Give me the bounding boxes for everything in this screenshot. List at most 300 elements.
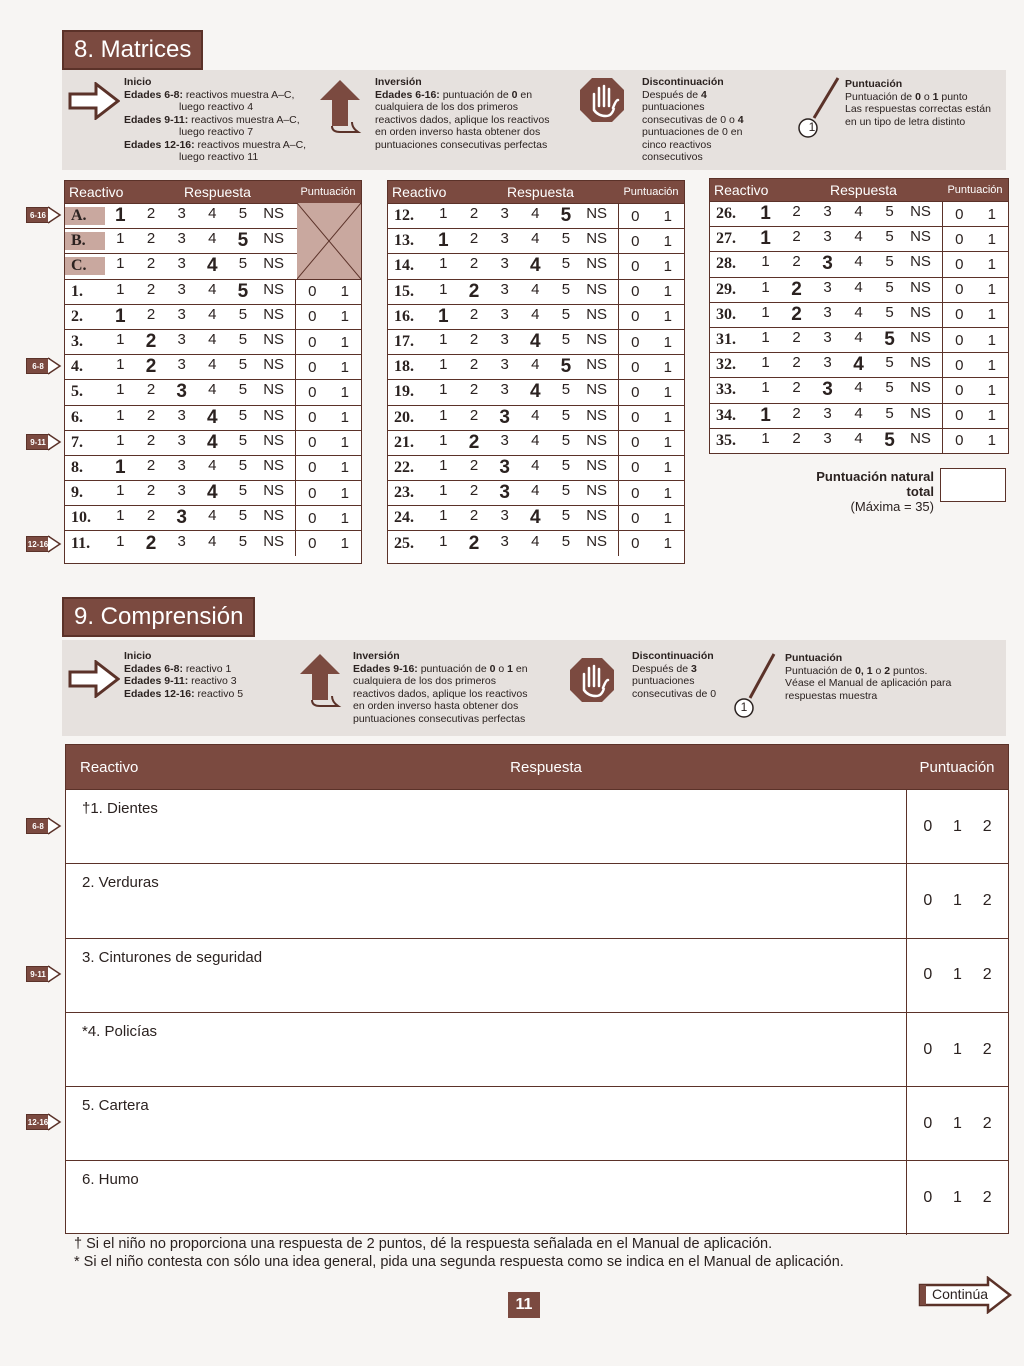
response-option[interactable]: 4 [854,379,863,397]
response-option[interactable]: NS [586,331,608,349]
response-option[interactable]: 5 [561,331,571,349]
response-option[interactable]: 4 [531,305,540,323]
response-option[interactable]: 2 [146,482,156,500]
response-option[interactable]: 3 [500,205,509,223]
correct-option[interactable]: 5 [884,429,895,451]
correct-option[interactable]: 2 [791,278,802,300]
response-option[interactable]: 2 [792,228,801,246]
score-option[interactable]: 2 [982,891,992,909]
response-option[interactable]: 3 [823,354,832,372]
response-option[interactable]: 3 [177,456,186,474]
score-option[interactable]: 1 [663,484,672,502]
comprension-item[interactable]: 3. Cinturones de seguridad [82,948,263,966]
response-option[interactable]: 2 [146,431,156,449]
response-option[interactable]: NS [263,532,285,550]
response-option[interactable]: NS [586,255,608,273]
comprension-item[interactable]: †1. Dientes [82,800,158,817]
response-option[interactable]: NS [910,429,931,447]
response-option[interactable]: NS [263,381,285,399]
response-option[interactable]: 1 [761,354,770,372]
score-cell[interactable] [295,406,361,430]
correct-option[interactable]: 3 [176,507,187,529]
response-option[interactable]: NS [586,532,608,550]
score-cell[interactable] [942,303,1008,327]
correct-option[interactable]: 3 [822,253,833,275]
response-option[interactable]: 1 [439,381,448,399]
score-option[interactable]: 0 [308,459,317,477]
correct-option[interactable]: 2 [468,431,480,453]
score-cell[interactable] [618,456,684,480]
response-option[interactable]: 1 [761,303,770,321]
response-option[interactable]: 4 [208,305,217,323]
response-option[interactable]: NS [586,507,608,525]
response-option[interactable]: 2 [146,205,156,223]
response-option[interactable]: 2 [469,406,479,424]
score-cell[interactable] [942,278,1008,302]
score-option[interactable]: 1 [953,817,962,835]
response-option[interactable]: 5 [885,203,894,221]
response-option[interactable]: 2 [146,406,156,424]
score-cell[interactable] [618,305,684,329]
response-option[interactable]: 3 [177,331,186,349]
score-option[interactable]: 0 [923,966,933,984]
response-option[interactable]: 5 [561,431,571,449]
continue-button[interactable] [918,1276,1012,1314]
response-option[interactable]: 1 [439,205,448,223]
response-option[interactable]: 2 [146,456,156,474]
correct-option[interactable]: 1 [760,228,771,250]
response-option[interactable]: 3 [823,429,832,447]
response-option[interactable]: 4 [208,381,217,399]
score-cell[interactable] [295,355,361,379]
correct-option[interactable]: 1 [438,305,449,327]
response-option[interactable]: 5 [238,456,248,474]
response-option[interactable]: 3 [177,255,186,273]
score-option[interactable]: 1 [663,459,672,477]
response-option[interactable]: 2 [469,482,479,500]
response-option[interactable]: NS [910,253,931,271]
response-option[interactable]: 1 [439,356,448,374]
response-option[interactable]: NS [263,406,285,424]
response-option[interactable]: NS [586,456,608,474]
score-option[interactable]: 0 [631,459,640,477]
correct-option[interactable]: 5 [237,280,249,302]
score-option[interactable]: 0 [308,484,317,502]
score-cell[interactable] [618,406,684,430]
score-option[interactable]: 0 [631,509,640,527]
response-option[interactable]: 1 [439,406,448,424]
response-option[interactable]: 1 [761,379,770,397]
score-option[interactable]: 0 [923,891,933,909]
response-option[interactable]: 2 [792,354,801,372]
correct-option[interactable]: 5 [560,205,572,227]
response-option[interactable]: 3 [823,203,832,221]
response-option[interactable]: 1 [439,456,448,474]
correct-option[interactable]: 3 [499,456,510,478]
score-cell[interactable] [618,531,684,555]
response-option[interactable]: NS [586,406,608,424]
correct-option[interactable]: 1 [760,404,771,426]
score-option[interactable]: 0 [631,308,640,326]
score-option[interactable]: 0 [955,331,964,349]
response-option[interactable]: 2 [146,280,156,298]
response-option[interactable]: 4 [531,532,540,550]
response-option[interactable]: 1 [116,482,125,500]
response-option[interactable]: 4 [531,456,540,474]
response-option[interactable]: 5 [238,507,248,525]
score-cell[interactable] [906,864,1008,937]
score-cell[interactable] [295,380,361,404]
score-option[interactable]: 0 [955,356,964,374]
correct-option[interactable]: 3 [499,406,510,428]
score-option[interactable]: 1 [340,308,349,326]
correct-option[interactable]: 1 [760,203,771,225]
response-option[interactable]: 4 [208,507,217,525]
score-cell[interactable] [618,506,684,530]
response-option[interactable]: 2 [792,253,801,271]
response-option[interactable]: 3 [500,331,509,349]
score-option[interactable]: 0 [631,409,640,427]
score-option[interactable]: 0 [308,434,317,452]
score-cell[interactable] [942,404,1008,428]
response-option[interactable]: 3 [823,404,832,422]
response-option[interactable]: 4 [208,532,217,550]
response-option[interactable]: 4 [854,253,863,271]
correct-option[interactable]: 4 [207,406,218,428]
correct-option[interactable]: 2 [145,532,157,554]
score-cell[interactable] [906,1013,1008,1086]
score-option[interactable]: 1 [663,257,672,275]
response-option[interactable]: 3 [500,532,509,550]
response-option[interactable]: 4 [854,203,863,221]
response-option[interactable]: 1 [116,507,125,525]
response-option[interactable]: 3 [177,356,186,374]
total-score-box[interactable] [940,468,1006,502]
score-cell[interactable] [942,378,1008,402]
response-option[interactable]: 3 [177,532,186,550]
score-option[interactable]: 0 [955,230,964,248]
score-cell[interactable] [618,380,684,404]
correct-option[interactable]: 2 [791,303,802,325]
correct-option[interactable]: 5 [560,356,572,378]
response-option[interactable]: 5 [885,404,894,422]
response-option[interactable]: NS [263,305,285,323]
score-option[interactable]: 1 [663,434,672,452]
response-option[interactable]: 4 [531,482,540,500]
response-option[interactable]: 2 [792,404,801,422]
response-option[interactable]: 5 [885,228,894,246]
score-option[interactable]: 0 [955,205,964,223]
response-option[interactable]: 4 [854,329,863,347]
response-option[interactable]: 4 [854,404,863,422]
response-option[interactable]: NS [263,482,285,500]
response-option[interactable]: 4 [531,356,540,374]
response-option[interactable]: 4 [854,228,863,246]
correct-option[interactable]: 4 [530,381,541,403]
score-option[interactable]: 1 [340,283,349,301]
response-option[interactable]: 4 [208,205,217,223]
score-option[interactable]: 1 [663,509,672,527]
response-option[interactable]: 3 [500,255,509,273]
response-option[interactable]: 3 [500,356,509,374]
score-option[interactable]: 1 [340,459,349,477]
response-option[interactable]: 2 [469,305,479,323]
response-option[interactable]: 2 [792,429,801,447]
correct-option[interactable]: 2 [468,280,480,302]
correct-option[interactable]: 2 [468,532,480,554]
response-option[interactable]: 3 [177,205,186,223]
response-option[interactable]: 5 [238,331,248,349]
response-option[interactable]: 3 [177,406,186,424]
response-option[interactable]: NS [910,379,931,397]
response-option[interactable]: 5 [561,532,571,550]
correct-option[interactable]: 4 [853,354,864,376]
score-option[interactable]: 1 [987,381,996,399]
response-option[interactable]: 5 [885,354,894,372]
score-option[interactable]: 0 [631,484,640,502]
score-cell[interactable] [618,229,684,253]
response-option[interactable]: 3 [500,230,509,248]
response-option[interactable]: 1 [439,532,448,550]
score-option[interactable]: 1 [663,308,672,326]
score-option[interactable]: 0 [955,432,964,450]
score-cell[interactable] [906,1087,1008,1160]
response-option[interactable]: 4 [208,456,217,474]
score-option[interactable]: 1 [987,205,996,223]
response-option[interactable]: 1 [761,429,770,447]
score-option[interactable]: 0 [955,281,964,299]
score-option[interactable]: 1 [663,232,672,250]
response-option[interactable]: NS [263,456,285,474]
response-option[interactable]: 4 [531,205,540,223]
score-cell[interactable] [295,481,361,505]
score-option[interactable]: 1 [340,484,349,502]
score-option[interactable]: 2 [982,1114,992,1132]
correct-option[interactable]: 3 [176,381,187,403]
response-option[interactable]: NS [263,331,285,349]
score-option[interactable]: 0 [308,333,317,351]
score-option[interactable]: 0 [308,283,317,301]
response-option[interactable]: 5 [561,482,571,500]
response-option[interactable]: 2 [469,507,479,525]
response-option[interactable]: 5 [561,507,571,525]
response-option[interactable]: 3 [177,431,186,449]
response-option[interactable]: 1 [439,431,448,449]
response-option[interactable]: 4 [531,406,540,424]
score-option[interactable]: 1 [987,432,996,450]
response-option[interactable]: 5 [885,303,894,321]
response-option[interactable]: 1 [761,253,770,271]
correct-option[interactable]: 1 [438,230,449,252]
response-option[interactable]: 2 [146,507,156,525]
score-option[interactable]: 1 [987,407,996,425]
response-option[interactable]: 5 [885,278,894,296]
score-cell[interactable] [942,429,1008,453]
response-option[interactable]: 1 [116,255,125,273]
score-option[interactable]: 0 [631,207,640,225]
response-option[interactable]: 4 [854,429,863,447]
score-option[interactable]: 0 [631,535,640,553]
response-option[interactable]: 1 [439,507,448,525]
score-option[interactable]: 1 [663,383,672,401]
correct-option[interactable]: 4 [207,431,218,453]
score-option[interactable]: 2 [982,817,992,835]
response-option[interactable]: NS [910,354,931,372]
score-option[interactable]: 1 [987,306,996,324]
score-option[interactable]: 0 [308,358,317,376]
score-option[interactable]: 1 [663,358,672,376]
response-option[interactable]: 2 [792,379,801,397]
response-option[interactable]: 2 [469,230,479,248]
response-option[interactable]: 5 [238,305,248,323]
score-option[interactable]: 0 [631,232,640,250]
score-option[interactable]: 0 [631,333,640,351]
score-option[interactable]: 0 [308,409,317,427]
score-cell[interactable] [906,939,1008,1012]
response-option[interactable]: 2 [469,205,479,223]
response-option[interactable]: 1 [116,356,125,374]
score-option[interactable]: 1 [987,281,996,299]
score-option[interactable]: 0 [923,1189,933,1207]
response-option[interactable]: 5 [561,230,571,248]
response-option[interactable]: 1 [761,278,770,296]
response-option[interactable]: 4 [531,230,540,248]
response-option[interactable]: 5 [561,406,571,424]
score-option[interactable]: 1 [340,358,349,376]
score-cell[interactable] [618,280,684,304]
response-option[interactable]: NS [586,280,608,298]
correct-option[interactable]: 2 [145,356,157,378]
response-option[interactable]: NS [586,205,608,223]
response-option[interactable]: 3 [500,305,509,323]
score-option[interactable]: 0 [955,306,964,324]
response-option[interactable]: 1 [761,329,770,347]
correct-option[interactable]: 1 [115,305,126,327]
response-option[interactable]: 5 [238,205,248,223]
response-option[interactable]: 1 [439,280,448,298]
score-option[interactable]: 1 [340,383,349,401]
score-cell[interactable] [618,355,684,379]
response-option[interactable]: 3 [823,329,832,347]
response-option[interactable]: 1 [116,431,125,449]
score-cell[interactable] [295,531,361,555]
response-option[interactable]: 2 [469,255,479,273]
score-option[interactable]: 0 [631,283,640,301]
score-option[interactable]: 1 [953,966,962,984]
score-cell[interactable] [618,330,684,354]
response-option[interactable]: 5 [238,356,248,374]
score-cell[interactable] [295,330,361,354]
score-option[interactable]: 0 [923,817,933,835]
score-cell[interactable] [906,1161,1008,1234]
response-option[interactable]: 3 [177,280,186,298]
response-option[interactable]: 3 [500,280,509,298]
score-cell[interactable] [618,481,684,505]
response-option[interactable]: 3 [823,303,832,321]
response-option[interactable]: 1 [116,406,125,424]
response-option[interactable]: NS [910,278,931,296]
score-cell[interactable] [618,204,684,228]
score-cell[interactable] [295,305,361,329]
correct-option[interactable]: 1 [115,456,126,478]
response-option[interactable]: NS [586,305,608,323]
response-option[interactable]: 5 [238,532,248,550]
score-cell[interactable] [942,252,1008,276]
score-option[interactable]: 1 [987,331,996,349]
response-option[interactable]: 4 [208,331,217,349]
score-option[interactable]: 2 [982,966,992,984]
response-option[interactable]: 5 [238,482,248,500]
response-option[interactable]: 4 [208,280,217,298]
score-option[interactable]: 0 [923,1114,933,1132]
response-option[interactable]: 1 [116,532,125,550]
response-option[interactable]: 3 [500,381,509,399]
score-cell[interactable] [618,254,684,278]
score-option[interactable]: 0 [308,509,317,527]
response-option[interactable]: 2 [469,381,479,399]
response-option[interactable]: 5 [561,456,571,474]
response-option[interactable]: 2 [146,230,156,248]
score-option[interactable]: 0 [631,257,640,275]
score-option[interactable]: 1 [987,230,996,248]
score-cell[interactable] [295,456,361,480]
response-option[interactable]: 1 [439,482,448,500]
comprension-item[interactable]: 6. Humo [82,1171,139,1189]
response-option[interactable]: 3 [177,230,186,248]
comprension-item[interactable]: *4. Policías [82,1022,158,1040]
response-option[interactable]: 3 [177,482,186,500]
response-option[interactable]: 1 [116,280,125,298]
correct-option[interactable]: 4 [530,255,541,277]
response-option[interactable]: 4 [208,230,217,248]
score-cell[interactable] [942,328,1008,352]
correct-option[interactable]: 4 [207,255,218,277]
response-option[interactable]: NS [263,356,285,374]
score-cell[interactable] [295,280,361,304]
correct-option[interactable]: 3 [822,379,833,401]
response-option[interactable]: NS [910,228,931,246]
response-option[interactable]: 5 [238,255,248,273]
response-option[interactable]: 1 [439,331,448,349]
score-option[interactable]: 1 [340,434,349,452]
score-option[interactable]: 1 [953,1189,962,1207]
response-option[interactable]: 5 [238,406,248,424]
response-option[interactable]: 4 [854,303,863,321]
response-option[interactable]: NS [910,329,931,347]
response-option[interactable]: 4 [531,431,540,449]
score-option[interactable]: 1 [663,333,672,351]
response-option[interactable]: NS [586,230,608,248]
score-option[interactable]: 1 [340,409,349,427]
response-option[interactable]: 2 [469,356,479,374]
score-option[interactable]: 1 [340,509,349,527]
response-option[interactable]: 4 [531,280,540,298]
score-option[interactable]: 1 [663,535,672,553]
score-option[interactable]: 1 [663,283,672,301]
correct-option[interactable]: 1 [115,205,126,227]
response-option[interactable]: 2 [146,305,156,323]
response-option[interactable]: 5 [885,379,894,397]
response-option[interactable]: 5 [238,431,248,449]
response-option[interactable]: NS [586,356,608,374]
score-option[interactable]: 1 [663,409,672,427]
score-option[interactable]: 1 [953,1040,962,1058]
comprension-item[interactable]: 2. Verduras [82,874,159,892]
score-option[interactable]: 0 [631,358,640,376]
response-option[interactable]: NS [263,280,285,298]
response-option[interactable]: 5 [238,381,248,399]
score-option[interactable]: 1 [953,1114,962,1132]
